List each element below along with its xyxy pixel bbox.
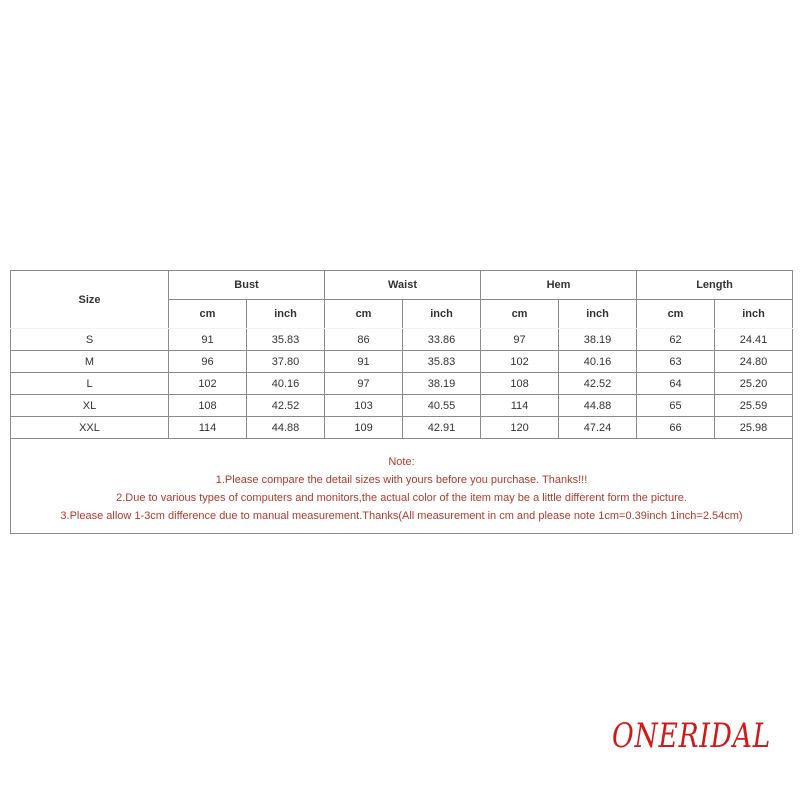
measurement-cell: 47.24: [559, 417, 637, 439]
unit-header: inch: [247, 300, 325, 329]
table-row: [11, 373, 793, 395]
measurement-cell: 25.59: [715, 395, 793, 417]
measurement-cell: 114: [169, 417, 247, 439]
measurement-cell: 44.88: [247, 417, 325, 439]
notes-title: Note:: [388, 456, 415, 468]
measurement-cell: 24.41: [715, 329, 793, 351]
measurement-cell: 62: [637, 329, 715, 351]
table-row: [11, 351, 793, 373]
measurement-cell: 91: [325, 351, 403, 373]
measurement-cell: 25.20: [715, 373, 793, 395]
measurement-cell: 65: [637, 395, 715, 417]
size-column-header: Size: [11, 271, 169, 329]
measurement-cell: 40.16: [247, 373, 325, 395]
note-line: 1.Please compare the detail sizes with yours before you purchase. Thanks!!!: [215, 474, 588, 486]
measurement-cell: 120: [481, 417, 559, 439]
measurement-cell: 24.80: [715, 351, 793, 373]
size-chart-table: [10, 270, 793, 534]
unit-header: inch: [559, 300, 637, 329]
measurement-cell: 42.52: [247, 395, 325, 417]
measurement-cell: 114: [481, 395, 559, 417]
notes-cell: [11, 439, 793, 534]
measurement-cell: 97: [325, 373, 403, 395]
size-cell: XXL: [11, 417, 169, 439]
measurement-cell: 108: [169, 395, 247, 417]
unit-header: inch: [715, 300, 793, 329]
size-cell: S: [11, 329, 169, 351]
size-cell: L: [11, 373, 169, 395]
measurement-cell: 97: [481, 329, 559, 351]
measurement-cell: 37.80: [247, 351, 325, 373]
size-rows: [11, 329, 793, 439]
measurement-cell: 38.19: [559, 329, 637, 351]
measurement-cell: 63: [637, 351, 715, 373]
table-row: [11, 395, 793, 417]
measurement-cell: 86: [325, 329, 403, 351]
table-row: [11, 329, 793, 351]
measurement-cell: 40.55: [403, 395, 481, 417]
measurement-cell: 42.91: [403, 417, 481, 439]
unit-header: cm: [637, 300, 715, 329]
measurement-cell: 35.83: [247, 329, 325, 351]
unit-header: cm: [169, 300, 247, 329]
unit-header: cm: [325, 300, 403, 329]
measurement-cell: 38.19: [403, 373, 481, 395]
measurement-group-header-row: [11, 271, 793, 300]
measurement-cell: 40.16: [559, 351, 637, 373]
measurement-cell: 102: [481, 351, 559, 373]
size-cell: M: [11, 351, 169, 373]
measurement-cell: 64: [637, 373, 715, 395]
measurement-cell: 109: [325, 417, 403, 439]
bust-header: Bust: [169, 271, 325, 300]
unit-header: inch: [403, 300, 481, 329]
measurement-cell: 91: [169, 329, 247, 351]
note-line: 3.Please allow 1-3cm difference due to manual measurement.Thanks(All measurement in cm and please note 1cm=0.39inch 1inch=2.54cm): [60, 510, 743, 522]
measurement-cell: 108: [481, 373, 559, 395]
unit-header: cm: [481, 300, 559, 329]
measurement-cell: 96: [169, 351, 247, 373]
size-cell: XL: [11, 395, 169, 417]
measurement-cell: 102: [169, 373, 247, 395]
measurement-cell: 44.88: [559, 395, 637, 417]
measurement-cell: 103: [325, 395, 403, 417]
length-header: Length: [637, 271, 793, 300]
brand-logo: ONERIDAL: [612, 716, 772, 756]
table-row: [11, 417, 793, 439]
measurement-cell: 35.83: [403, 351, 481, 373]
measurement-cell: 33.86: [403, 329, 481, 351]
notes-row: [11, 439, 793, 534]
measurement-cell: 66: [637, 417, 715, 439]
hem-header: Hem: [481, 271, 637, 300]
note-line: 2.Due to various types of computers and monitors,the actual color of the item may be a little different form the picture.: [116, 492, 687, 504]
waist-header: Waist: [325, 271, 481, 300]
measurement-cell: 25.98: [715, 417, 793, 439]
measurement-cell: 42.52: [559, 373, 637, 395]
